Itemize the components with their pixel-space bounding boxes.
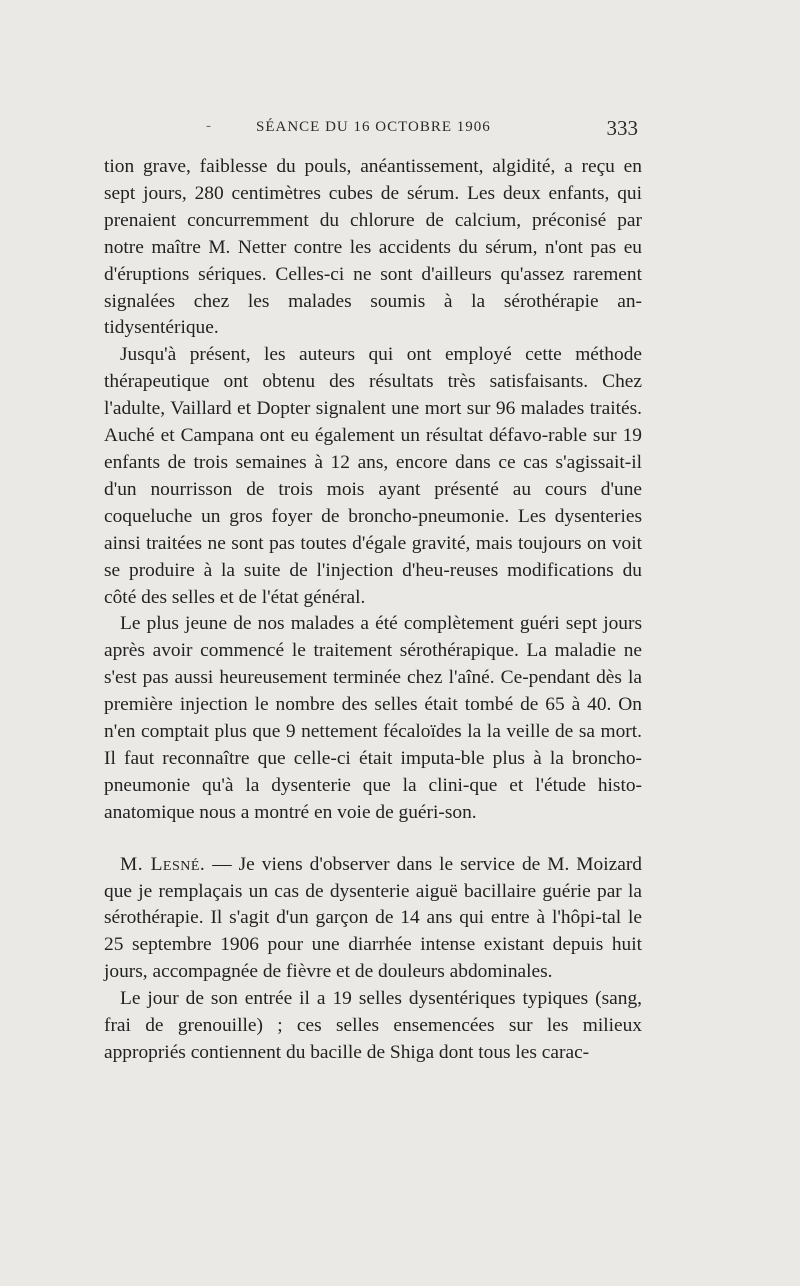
paragraph-admission (104, 986, 642, 1067)
paragraph-lesne (104, 852, 642, 987)
paragraph-cases (104, 611, 642, 826)
body-text (104, 154, 642, 1067)
paragraph-text: Le plus jeune de nos malades a été complètement guéri sept jours après avoir commencé le traitement sérothérapique. La maladie ne s'est pas aussi heureusement terminée chez l'aîné. Ce-pendant dès la première injection le nombre des selles était tombé de 65 à 40. On n'en comptait plus que 9 nettement fécaloïdes la la veille de sa mort. Il faut reconnaître que celle-ci était imputa-ble plus à la broncho-pneumonie qu'à la dysenterie que la clini-que et l'étude histo-anatomique nous a montré en voie de guéri-son. (104, 613, 642, 823)
paragraph-continuation (104, 154, 642, 342)
header-dash: - (206, 118, 211, 134)
running-title: SÉANCE DU 16 OCTOBRE 1906 (256, 119, 491, 135)
paragraph-text: — Je viens d'observer dans le service de M. Moizard que je remplaçais un cas de dysenterie aiguë bacillaire guérie par la sérothérapie. Il s'agit d'un garçon de 14 ans qui entre à l'hôpi-tal le 25 septembre 1906 pour une diarrhée intense existant depuis huit jours, accompagnée de fièvre et de douleurs abdominales. (104, 853, 642, 983)
paragraph-text: Jusqu'à présent, les auteurs qui ont employé cette méthode thérapeutique ont obtenu des résultats très satisfaisants. Chez l'adulte, Vaillard et Dopter signalent une mort sur 96 malades traités. Auché et Campana ont eu également un résultat défavo-rable sur 19 enfants de trois semaines à 12 ans, encore dans ce cas s'agissait-il d'un nourrisson de trois mois ayant présenté au cours d'une coqueluche un gros foyer de broncho-pneumonie. Les dysenteries ainsi traitées ne sont pas toutes d'égale gravité, mais toujours on voit se produire à la suite de l'injection d'heu-reuses modifications du côté des selles et de l'état général. (104, 344, 642, 608)
paragraph-text: tion grave, faiblesse du pouls, anéantissement, algidité, a reçu en sept jours, 280 centimètres cubes de sérum. Les deux enfants, qui prenaient concurremment du chlorure de calcium, préconisé par notre maître M. Netter contre les accidents du sérum, n'ont pas eu d'éruptions sériques. Celles-ci ne sont d'ailleurs qu'assez rarement signalées chez les malades soumis à la sérothérapie an-tidysentérique. (104, 156, 642, 339)
paragraph-results (104, 342, 642, 611)
running-header (108, 116, 640, 146)
speaker-name: M. Lesné. (120, 853, 206, 875)
page-number: 333 (606, 116, 638, 140)
paragraph-text: Le jour de son entrée il a 19 selles dysentériques typiques (sang, frai de grenouille) ; ces selles ensemencées sur les milieux appropriés contiennent du bacille de Shiga dont tous les carac- (104, 988, 642, 1063)
